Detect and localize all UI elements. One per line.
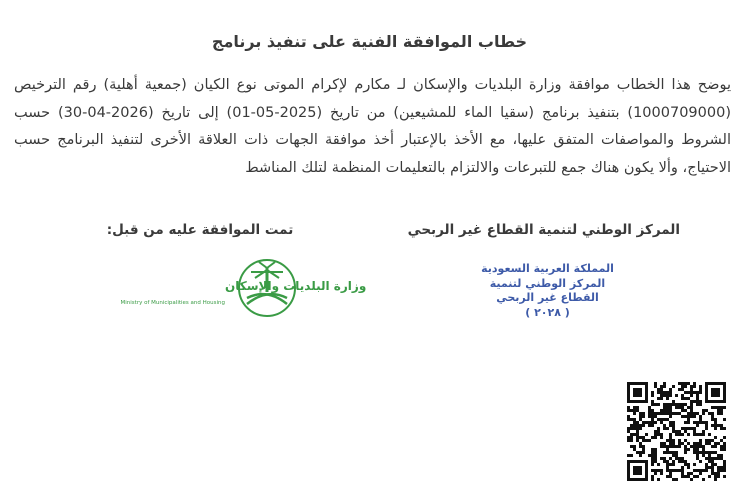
ministry-logo [95,258,367,318]
center-logo-line-1: المملكة العربية السعودية [481,262,614,275]
ministry-name-en: Ministry of Municipalities and Housing [120,300,225,306]
document-title: خطاب الموافقة الفنية على تنفيذ برنامج [211,32,528,51]
approval-body-text: يوضح هذا الخطاب موافقة وزارة البلديات والإسكان لـ مكارم لإكرام الموتى نوع الكيان (جمعية أهلية) رقم الترخيص (1000709000) بتنفيذ برنامج (سقيا الماء للمشيعين) من تاريخ (2025-05-01) إلى تاريخ (2026-04-30) حسب الشروط والمواصفات المتفق عليها، مع الأخذ بالإعتبار أخذ موافقة الجهات ذات العلاقة الأخرى لتنفيذ البرنامج حسب الاحتياج، وألا يكون هناك جمع للتبرعات والالتزام بالتعليمات المنظمة لتلك المناشط [14,77,731,176]
approved-by-label: تمت الموافقة عليه من قبل: [106,222,294,238]
national-center-logo [470,262,625,320]
qr-code-icon [627,382,726,481]
ministry-name-ar: وزارة البلديات والإسكان [225,279,367,293]
center-logo-line-4: ( ٢٠٢٨ ) [525,305,570,319]
center-signature-label: المركز الوطني لتنمية القطاع غير الربحي [407,222,680,238]
center-logo-line-3: القطاع غير الربحي [496,291,599,304]
center-logo-line-2: المركز الوطني لتنمية [489,276,606,290]
